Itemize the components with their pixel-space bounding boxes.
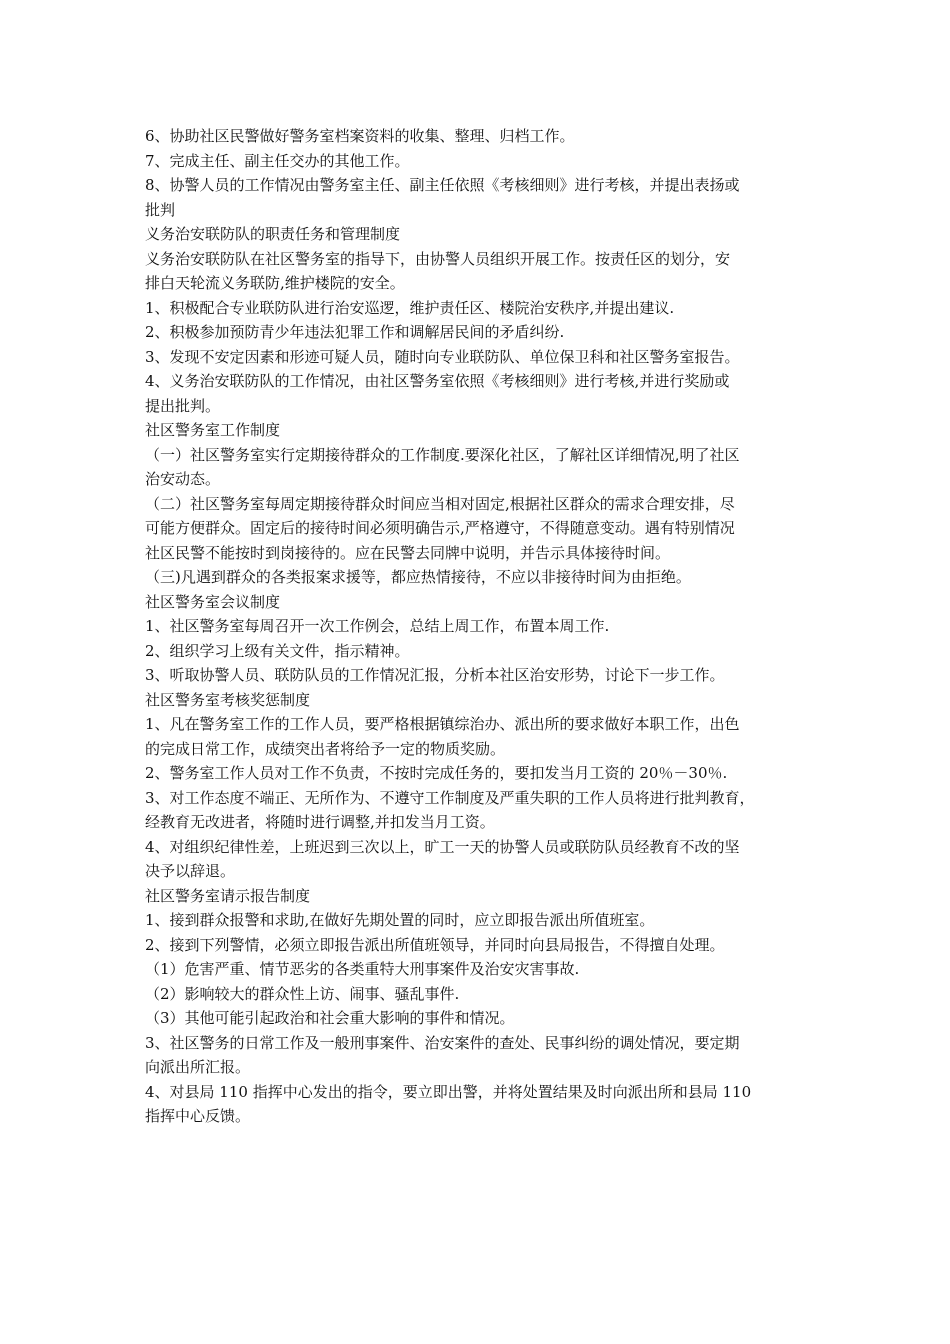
section-heading: 社区警务室考核奖惩制度 (145, 690, 311, 709)
text-line: 3、对工作态度不端正、无所作为、不遵守工作制度及严重失职的工作人员将进行批判教育， (145, 788, 755, 807)
text-line: 7、完成主任、副主任交办的其他工作。 (145, 151, 410, 170)
text-line: 提出批判。 (145, 396, 221, 415)
text-line: 排白天轮流义务联防,维护楼院的安全。 (145, 274, 405, 292)
text-line: 2、组织学习上级有关文件，指示精神。 (145, 641, 410, 660)
text-line: 6、协助社区民警做好警务室档案资料的收集、整理、归档工作。 (145, 127, 575, 145)
section-heading: 义务治安联防队的职责任务和管理制度 (145, 225, 401, 243)
text-line: 8、协警人员的工作情况由警务室主任、副主任依照《考核细则》进行考核，并提出表扬或 (145, 176, 740, 194)
text-line: 决予以辞退。 (145, 862, 236, 880)
text-line: 治安动态。 (145, 470, 221, 488)
text-line: 义务治安联防队在社区警务室的指导下，由协警人员组织开展工作。按责任区的划分，安 (145, 249, 731, 268)
text-line: 4、对组织纪律性差，上班迟到三次以上，旷工一天的协警人员或联防队员经教育不改的坚 (145, 837, 740, 856)
text-line: 3、发现不安定因素和形迹可疑人员，随时向专业联防队、单位保卫科和社区警务室报告。 (145, 347, 740, 366)
document-body (145, 124, 813, 1129)
text-line: 3、社区警务的日常工作及一般刑事案件、治安案件的查处、民事纠纷的调处情况，要定期 (145, 1033, 740, 1052)
text-line: （2）影响较大的群众性上访、闹事、骚乱事件. (145, 984, 460, 1003)
text-line: （1）危害严重、情节恶劣的各类重特大刑事案件及治安灾害事故. (145, 960, 580, 978)
text-line: 的完成日常工作，成绩突出者将给予一定的物质奖励。 (145, 739, 506, 758)
text-line: 1、凡在警务室工作的工作人员，要严格根据镇综治办、派出所的要求做好本职工作，出色 (145, 715, 740, 733)
text-line: 2、接到下列警情，必须立即报告派出所值班领导，并同时向县局报告，不得擅自处理。 (145, 935, 725, 954)
text-line: 1、积极配合专业联防队进行治安巡逻，维护责任区、楼院治安秩序,并提出建议. (145, 298, 675, 317)
text-line: 经教育无改进者，将随时进行调整,并扣发当月工资。 (145, 813, 495, 831)
text-line: 2、警务室工作人员对工作不负责，不按时完成任务的，要扣发当月工资的 20％－30％. (145, 764, 728, 782)
text-line: 3、听取协警人员、联防队员的工作情况汇报，分析本社区治安形势，讨论下一步工作。 (145, 666, 725, 684)
section-heading: 社区警务室请示报告制度 (145, 886, 311, 905)
text-line: 4、对县局 110 指挥中心发出的指令，要立即出警，并将处置结果及时向派出所和县局 110 (145, 1082, 752, 1101)
text-line: 向派出所汇报。 (145, 1058, 251, 1076)
text-line: （一）社区警务室实行定期接待群众的工作制度.要深化社区，了解社区详细情况,明了社区 (145, 445, 740, 464)
text-line: 1、接到群众报警和求助,在做好先期处置的同时，应立即报告派出所值班室。 (145, 911, 655, 929)
text-line: （3）其他可能引起政治和社会重大影响的事件和情况。 (145, 1009, 515, 1027)
text-line: 指挥中心反馈。 (145, 1107, 251, 1125)
text-line: （三)凡遇到群众的各类报案求援等，都应热情接待，不应以非接待时间为由拒绝。 (145, 568, 691, 586)
text-line: 社区民警不能按时到岗接待的。应在民警去同牌中说明，并告示具体接待时间。 (145, 543, 671, 562)
text-line: 批判 (145, 200, 176, 219)
section-heading: 社区警务室工作制度 (145, 421, 281, 439)
text-line: 1、社区警务室每周召开一次工作例会，总结上周工作，布置本周工作. (145, 617, 610, 635)
text-line: （二）社区警务室每周定期接待群众时间应当相对固定,根据社区群众的需求合理安排，尽 (145, 494, 735, 513)
text-line: 2、积极参加预防青少年违法犯罪工作和调解居民间的矛盾纠纷. (145, 323, 565, 341)
text-line: 4、义务治安联防队的工作情况，由社区警务室依照《考核细则》进行考核,并进行奖励或 (145, 372, 730, 390)
text-line: 可能方便群众。固定后的接待时间必须明确告示,严格遵守，不得随意变动。遇有特别情况 (145, 519, 735, 537)
section-heading: 社区警务室会议制度 (145, 592, 281, 611)
